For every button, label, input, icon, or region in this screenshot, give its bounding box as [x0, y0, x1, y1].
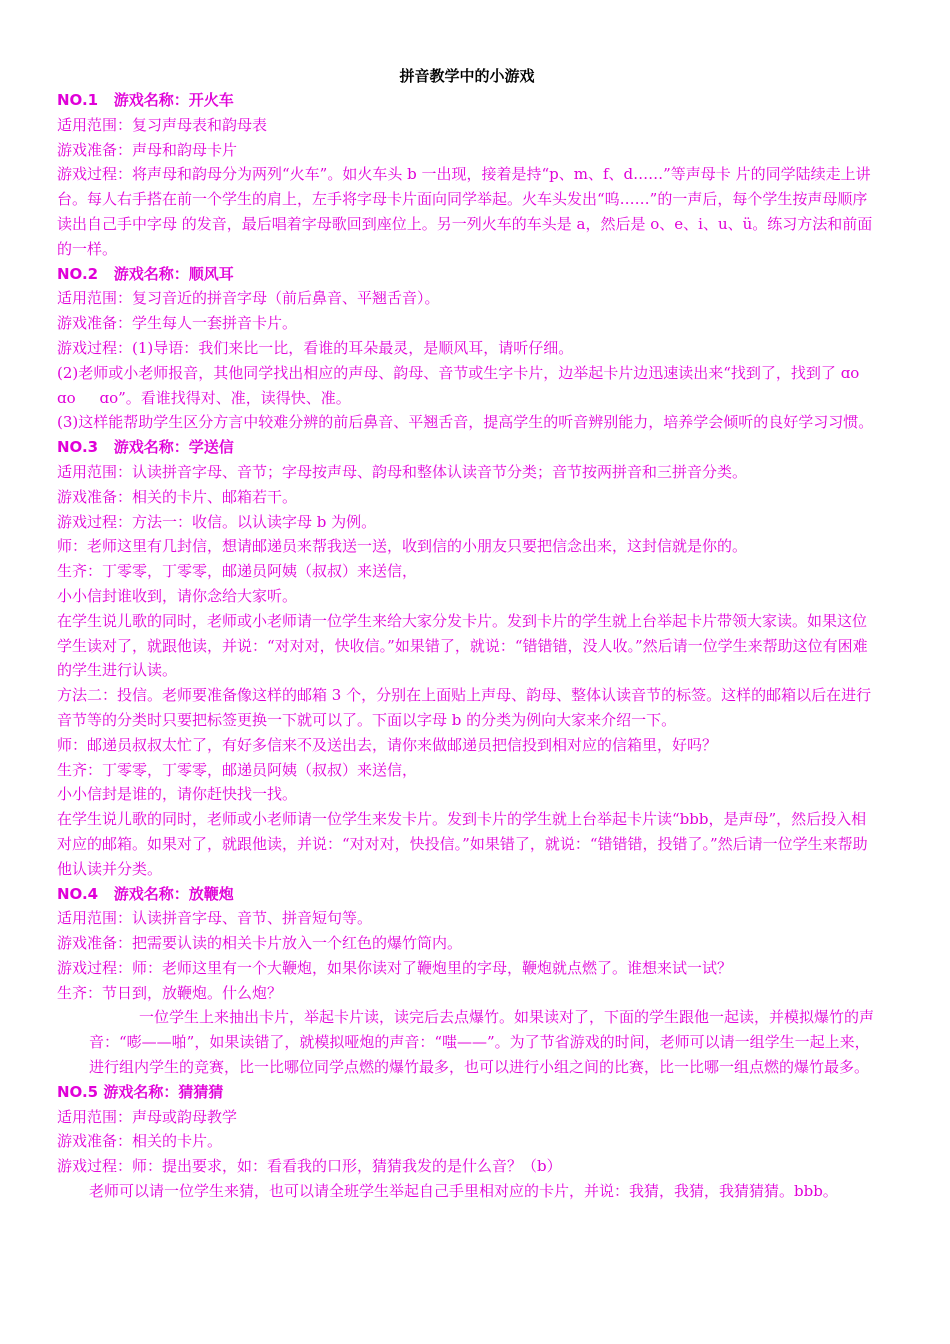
- paragraph: 游戏准备：相关的卡片、邮箱若干。: [57, 487, 298, 506]
- paragraph: 生齐：丁零零，丁零零，邮递员阿姨（叔叔）来送信，: [57, 760, 418, 779]
- section-heading: NO.4 游戏名称：放鞭炮: [57, 884, 234, 903]
- paragraph: 生齐：节日到，放鞭炮。什么炮？: [57, 983, 283, 1002]
- paragraph: 游戏过程：师：提出要求，如：看看我的口形，猜猜我发的是什么音？（b）: [57, 1157, 562, 1176]
- paragraph: 适用范围：认读拼音字母、音节；字母按声母、韵母和整体认读音节分类；音节按两拼音和三拼音分类。: [57, 462, 748, 481]
- paragraph: 师：老师这里有几封信，想请邮递员来帮我送一送，收到信的小朋友只要把信念出来，这封信就是你的。: [57, 537, 748, 556]
- section-heading: NO.2 游戏名称：顺风耳: [57, 264, 234, 283]
- paragraph: 游戏过程：方法一：收信。以认读字母 b 为例。: [57, 512, 377, 531]
- indented-paragraph: 老师可以请一位学生来猜，也可以请全班学生举起自己手里相对应的卡片，并说：我猜，我猜，我猜猜猜。bbb。: [89, 1182, 838, 1201]
- section-1: [57, 88, 877, 262]
- section-2: [57, 262, 884, 436]
- paragraph: 适用范围：声母或韵母教学: [57, 1107, 238, 1126]
- paragraph: 方法二：投信。老师要准备像这样的邮箱 3 个，分别在上面贴上声母、韵母、整体认读音节的标签。这样的邮箱以后在进行音节等的分类时只要把标签更换一下就可以了。下面以字母 b 的分类为例向大家来介绍一下。: [57, 686, 872, 729]
- section-heading: NO.3 游戏名称：学送信: [57, 438, 234, 457]
- paragraph: 在学生说儿歌的同时，老师或小老师请一位学生来发卡片。发到卡片的学生就上台举起卡片读“bbb，是声母”，然后投入相对应的邮箱。如果对了，就跟他读，并说：“对对对，快投信。”如果错了，就说：“错错错，投错了。”然后请一位学生来帮助他认读并分类。: [57, 810, 868, 878]
- paragraph: 游戏准备：学生每人一套拼音卡片。: [57, 314, 298, 333]
- paragraph: (3)这样能帮助学生区分方言中较难分辨的前后鼻音、平翘舌音，提高学生的听音辨别能力，培养学会倾听的良好学习习惯。: [57, 413, 874, 432]
- paragraph: 师：邮递员叔叔太忙了，有好多信来不及送出去，请你来做邮递员把信投到相对应的信箱里，好吗？: [57, 735, 718, 754]
- paragraph: 小小信封谁收到，请你念给大家听。: [57, 586, 298, 605]
- section-3: [57, 435, 877, 881]
- paragraph: 游戏过程：将声母和韵母分为两列“火车”。如火车头 b 一出现，接着是持“p、m、f、d……”等声母卡 片的同学陆续走上讲台。每人右手搭在前一个学生的肩上，左手将字母卡片面向同学举起。火车头发出“呜……”的一声后，每个学生按声母顺序读出自己手中字母 的发音，最后唱着字母歌回到座位上。另一列火车的车头是 a，然后是 o、e、i、u、ü。练习方法和前面的一样。: [57, 165, 873, 258]
- paragraph: 游戏过程：师：老师这里有一个大鞭炮，如果你读对了鞭炮里的字母，鞭炮就点燃了。谁想来试一试？: [57, 958, 733, 977]
- section-5: [57, 1080, 877, 1204]
- paragraph: 游戏准备：把需要认读的相关卡片放入一个红色的爆竹筒内。: [57, 934, 463, 953]
- indented-paragraph: 一位学生上来抽出卡片，举起卡片读，读完后去点爆竹。如果读对了，下面的学生跟他一起读，并模拟爆竹的声音：“嘭——啪”，如果读错了，就模拟哑炮的声音：“嗤——”。为了节省游戏的时间，老师可以请一组学生一起上来，进行组内学生的竞赛，比一比哪位同学点燃的爆竹最多，也可以进行小组之间的比赛，比一比哪一组点燃的爆竹最多。: [89, 1008, 875, 1077]
- section-heading: NO.5 游戏名称：猜猜猜: [57, 1082, 224, 1101]
- paragraph: (2)老师或小老师报音，其他同学找出相应的声母、韵母、音节或生字卡片，边举起卡片边迅速读出来“找到了，找到了 ɑo ɑo ɑo”。看谁找得对、准，读得快、准。: [57, 363, 884, 407]
- paragraph: 生齐：丁零零，丁零零，邮递员阿姨（叔叔）来送信，: [57, 562, 418, 581]
- paragraph: 适用范围：复习音近的拼音字母（前后鼻音、平翘舌音）。: [57, 289, 440, 308]
- paragraph: 游戏准备：声母和韵母卡片: [57, 140, 238, 159]
- paragraph: 适用范围：复习声母表和韵母表: [57, 115, 268, 134]
- paragraph: 游戏准备：相关的卡片。: [57, 1132, 223, 1151]
- paragraph: 游戏过程：(1)导语：我们来比一比，看谁的耳朵最灵，是顺风耳，请听仔细。: [57, 338, 574, 357]
- paragraph: 小小信封是谁的，请你赶快找一找。: [57, 785, 298, 804]
- paragraph: 在学生说儿歌的同时，老师或小老师请一位学生来给大家分发卡片。发到卡片的学生就上台举起卡片带领大家读。如果这位学生读对了，就跟他读，并说：“对对对，快收信。”如果错了，就说：“错错错，没人收。”然后请一位学生来帮助这位有困难的学生进行认读。: [57, 611, 868, 680]
- section-4: [57, 882, 877, 1080]
- document-page: [57, 64, 884, 1204]
- document-title: 拼音教学中的小游戏: [399, 67, 535, 85]
- section-heading: NO.1 游戏名称：开火车: [57, 91, 234, 109]
- paragraph: 适用范围：认读拼音字母、音节、拼音短句等。: [57, 909, 373, 928]
